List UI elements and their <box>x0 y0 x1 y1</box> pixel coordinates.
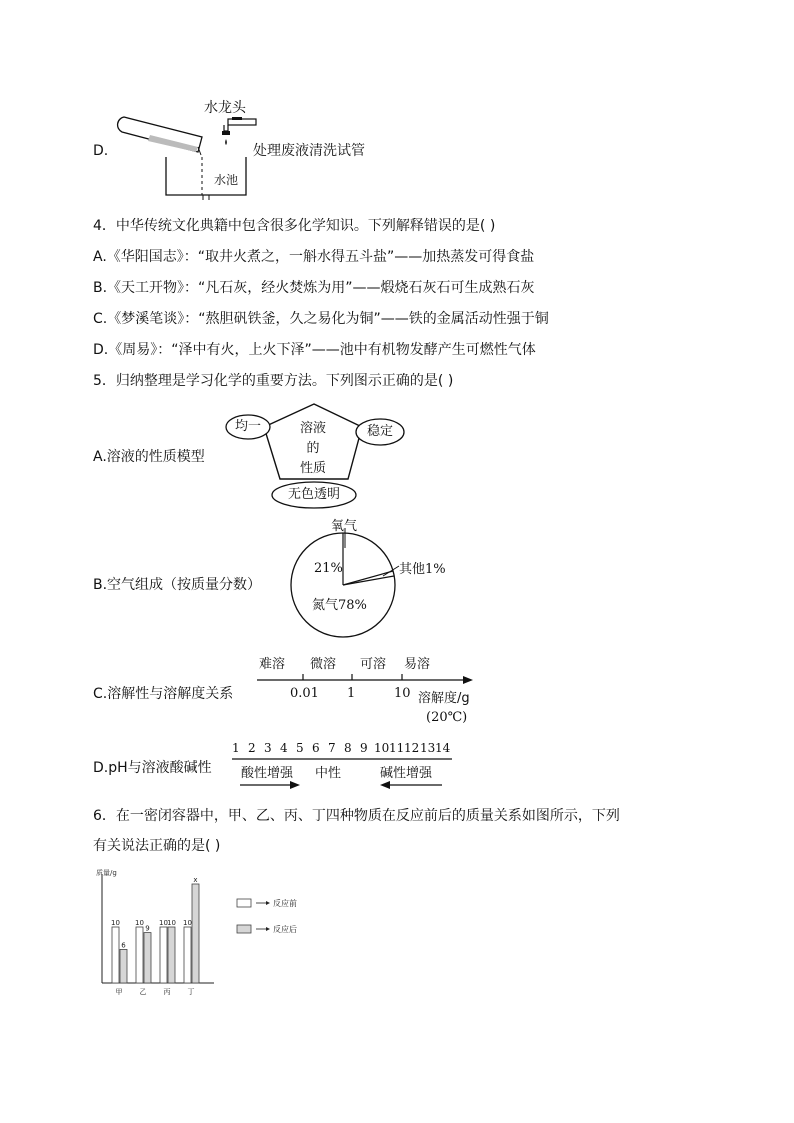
mass-bar-chart <box>92 866 332 1001</box>
legend-arrowhead-before <box>266 901 270 905</box>
test-tube-icon <box>118 117 202 155</box>
ph-acid-label: 酸性增强 <box>241 766 294 781</box>
q5-option-b-label: B.空气组成（按质量分数） <box>93 577 262 593</box>
ph-number-7: 7 <box>328 741 336 755</box>
solubility-category-4: 易溶 <box>404 657 431 672</box>
pentagon-line-2: 的 <box>306 441 320 456</box>
ph-number-8: 8 <box>344 741 352 755</box>
faucet-label: 水龙头 <box>204 100 246 116</box>
q4-stem: 4．中华传统文化典籍中包含很多化学知识。下列解释错误的是( ) <box>93 218 496 234</box>
nitrogen-label: 氮气78% <box>312 598 367 613</box>
legend-arrowhead-after <box>266 927 270 931</box>
basin-label: 水池 <box>214 173 239 187</box>
solubility-category-2: 微溶 <box>310 657 337 672</box>
solubility-temperature: (20℃) <box>426 710 468 725</box>
q3-option-d-caption: 处理废液清洗试管 <box>253 143 365 159</box>
solubility-category-3: 可溶 <box>360 657 387 672</box>
q4-option-a: A.《华阳国志》：“取井火煮之，一斛水得五斗盐”——加热蒸发可得食盐 <box>93 249 535 265</box>
air-composition-pie <box>285 520 465 645</box>
ph-number-5: 5 <box>296 741 304 755</box>
q5-option-a-label: A.溶液的性质模型 <box>93 449 205 465</box>
ph-number-9: 9 <box>360 741 368 755</box>
bar-after-label-4: x <box>193 876 198 884</box>
bar-before-label-2: 10 <box>135 919 144 927</box>
solubility-axis-title: 溶解度/g <box>418 691 470 706</box>
bar-before-label-1: 10 <box>111 919 120 927</box>
ph-number-1: 1 <box>232 741 240 755</box>
ph-neutral-label: 中性 <box>315 766 342 781</box>
chart-y-axis-label: 质量/g <box>96 869 117 877</box>
category-label-4: 丁 <box>187 988 195 996</box>
solubility-category-1: 难溶 <box>259 657 286 672</box>
oxygen-percentage: 21% <box>314 561 343 576</box>
q5-option-c-label: C.溶解性与溶解度关系 <box>93 686 234 702</box>
ellipse-label-bottom: 无色透明 <box>287 487 340 502</box>
bar-after-2 <box>144 933 151 983</box>
ph-number-3: 3 <box>264 741 272 755</box>
solubility-tick-label-2: 1 <box>347 686 356 701</box>
bar-before-label-3: 10 <box>159 919 168 927</box>
bar-after-4 <box>192 884 199 983</box>
faucet-icon <box>222 117 256 145</box>
solubility-tick-label-1: 0.01 <box>290 686 319 701</box>
ph-number-13: 13 <box>420 741 436 755</box>
mass-bar-chart-svg <box>92 866 332 1001</box>
q5-stem: 5．归纳整理是学习化学的重要方法。下列图示正确的是( ) <box>93 373 454 389</box>
pentagon-line-3: 性质 <box>299 461 326 476</box>
q4-option-b: B.《天工开物》：“凡石灰，经火焚炼为用”——煅烧石灰石可生成熟石灰 <box>93 280 535 296</box>
q3-option-d-letter: D. <box>93 143 109 159</box>
bar-before-3 <box>160 927 167 983</box>
q6-stem-line-1: 6．在一密闭容器中，甲、乙、丙、丁四种物质在反应前后的质量关系如图所示，下列 <box>93 808 620 824</box>
ellipse-label-right: 稳定 <box>366 424 393 439</box>
ellipse-label-left: 均一 <box>235 419 262 434</box>
ph-number-6: 6 <box>312 741 320 755</box>
ph-number-14: 14 <box>435 741 451 755</box>
ph-number-11: 11 <box>389 741 405 755</box>
q6-stem-line-2: 有关说法正确的是( ) <box>93 838 221 854</box>
q4-option-c: C.《梦溪笔谈》：“熬胆矾铁釜，久之易化为铜”——铁的金属活动性强于铜 <box>93 311 549 327</box>
other-gases-label: 其他1% <box>399 562 446 577</box>
ph-scale-numbers <box>232 740 450 756</box>
bar-before-label-4: 10 <box>183 919 192 927</box>
bar-after-1 <box>120 949 127 983</box>
legend-label-after: 反应后 <box>273 925 297 934</box>
pentagon-line-1: 溶液 <box>299 421 326 436</box>
q5-option-d-label: D.pH与溶液酸碱性 <box>93 760 212 776</box>
ph-number-4: 4 <box>280 741 288 755</box>
category-label-3: 丙 <box>163 988 171 996</box>
legend-swatch-before <box>237 899 251 907</box>
ph-number-12: 12 <box>404 741 420 755</box>
legend-swatch-after <box>237 925 251 933</box>
bar-after-3 <box>168 927 175 983</box>
category-label-1: 甲 <box>115 988 123 996</box>
bar-before-1 <box>112 927 119 983</box>
oxygen-label: 氧气 <box>331 519 358 534</box>
ph-number-10: 10 <box>374 741 390 755</box>
q4-option-d: D.《周易》：“泽中有火，上火下泽”——池中有机物发酵产生可燃性气体 <box>93 342 536 358</box>
legend-label-before: 反应前 <box>273 899 297 908</box>
bar-after-label-1: 6 <box>121 941 126 950</box>
ph-base-label: 碱性增强 <box>380 766 433 781</box>
bar-after-label-2: 9 <box>145 924 150 933</box>
ph-number-2: 2 <box>248 741 256 755</box>
solubility-tick-label-3: 10 <box>394 686 411 701</box>
solubility-axis-arrow <box>463 676 473 684</box>
bar-after-label-3: 10 <box>167 919 176 927</box>
bar-before-2 <box>136 927 143 983</box>
category-label-2: 乙 <box>139 988 147 996</box>
bar-before-4 <box>184 927 191 983</box>
